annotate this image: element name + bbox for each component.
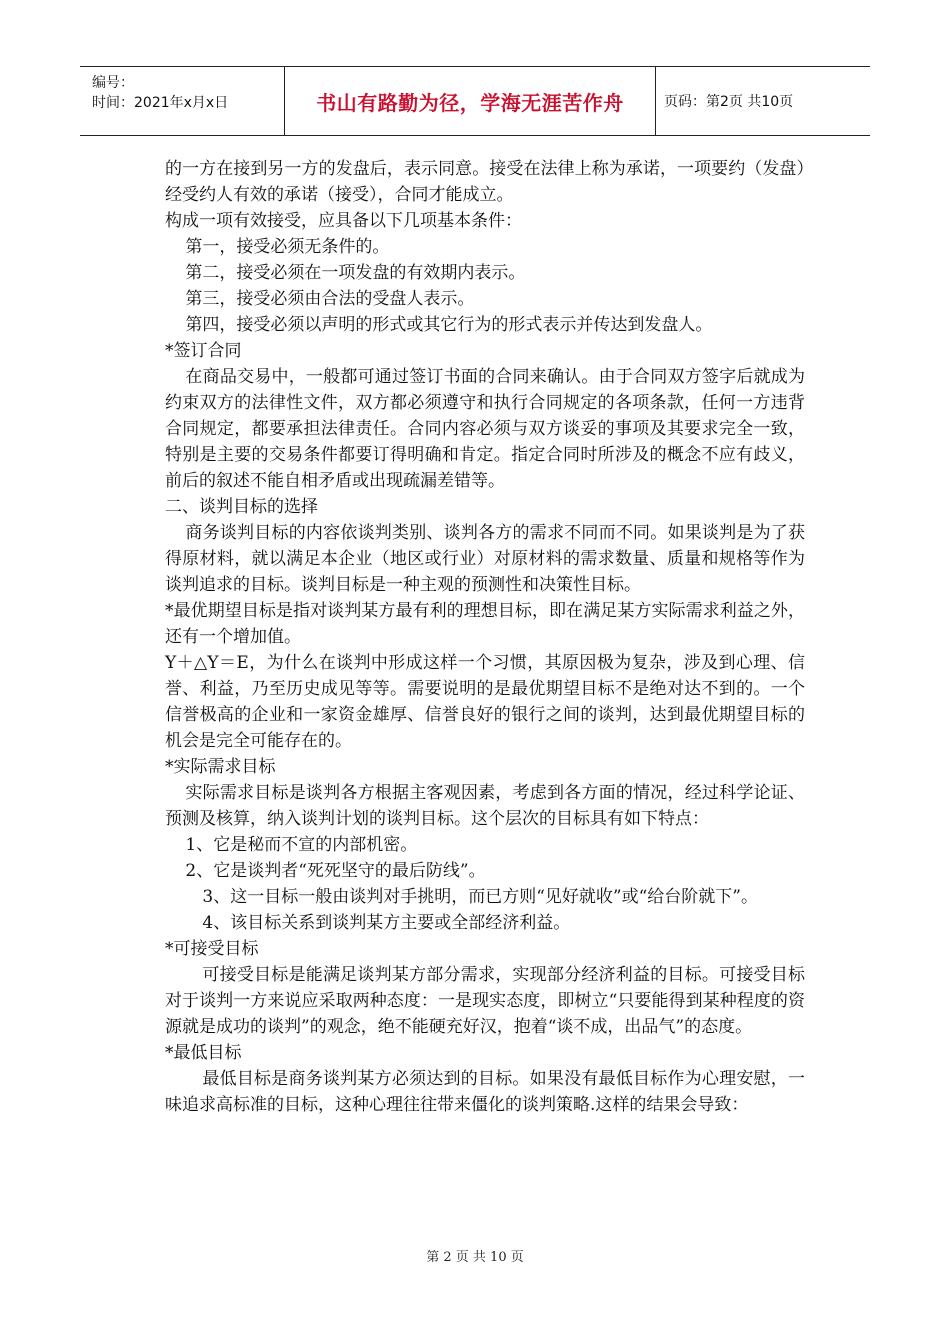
page-header (80, 66, 870, 136)
section-heading: *可接受目标 (165, 939, 259, 959)
paragraph: 可接受目标是能满足谈判某方部分需求，实现部分经济利益的目标。可接受目标对于谈判一方来说应采取两种态度：一是现实态度，即树立“只要能得到某种程度的资源就是成功的谈判”的观念，绝不能硬充好汉，抱着“谈不成，出品气”的态度。 (165, 965, 805, 1037)
paragraph: 最低目标是商务谈判某方必须达到的目标。如果没有最低目标作为心理安慰，一味追求高标准的目标，这种心理往往带来僵化的谈判策略.这样的结果会导致： (165, 1069, 805, 1115)
list-item: 1、它是秘而不宣的内部机密。 (185, 835, 418, 855)
document-time-label: 时间：2021年x月x日 (92, 95, 229, 111)
header-motto: 书山有路勤为径，学海无涯苦作舟 (284, 67, 656, 135)
document-body (165, 156, 805, 1118)
list-item: 2、它是谈判者“死死坚守的最后防线”。 (185, 861, 486, 881)
header-meta (80, 67, 284, 135)
list-item: 第二，接受必须在一项发盘的有效期内表示。 (185, 263, 526, 283)
section-heading: 二、谈判目标的选择 (165, 497, 318, 517)
section-heading: *最低目标 (165, 1043, 242, 1063)
section-heading: *签订合同 (165, 341, 242, 361)
header-page-label: 页码：第2页 共10页 (664, 94, 794, 110)
list-item: 第三，接受必须由合法的受盘人表示。 (185, 289, 475, 309)
list-item: 4、该目标关系到谈判某方主要或全部经济利益。 (202, 913, 571, 933)
paragraph: 的一方在接到另一方的发盘后，表示同意。接受在法律上称为承诺，一项要约（发盘）经受约人有效的承诺（接受），合同才能成立。 (165, 159, 805, 205)
list-item: 第四，接受必须以声明的形式或其它行为的形式表示并传达到发盘人。 (185, 315, 713, 335)
section-heading: *实际需求目标 (165, 757, 276, 777)
paragraph: 实际需求目标是谈判各方根据主客观因素，考虑到各方面的情况，经过科学论证、预测及核算，纳入谈判计划的谈判目标。这个层次的目标具有如下特点： (165, 783, 805, 829)
list-item: 3、这一目标一般由谈判对手挑明，而已方则“见好就收”或“给台阶就下”。 (202, 887, 758, 907)
document-number-label: 编号： (92, 75, 134, 91)
paragraph: 在商品交易中，一般都可通过签订书面的合同来确认。由于合同双方签字后就成为约束双方的法律性文件，双方都必须遵守和执行合同规定的各项条款，任何一方违背合同规定，都要承担法律责任。合同内容必须与双方谈妥的事项及其要求完全一致，特别是主要的交易条件都要订得明确和肯定。指定合同时所涉及的概念不应有歧义，前后的叙述不能自相矛盾或出现疏漏差错等。 (165, 367, 805, 491)
list-item: 第一，接受必须无条件的。 (185, 237, 390, 257)
paragraph: Y＋△Y＝E，为什么在谈判中形成这样一个习惯，其原因极为复杂，涉及到心理、信誉、利益，乃至历史成见等等。需要说明的是最优期望目标不是绝对达不到的。一个信誉极高的企业和一家资金雄厚、信誉良好的银行之间的谈判，达到最优期望目标的机会是完全可能存在的。 (165, 653, 805, 751)
page-footer: 第 2 页 共 10 页 (426, 1250, 524, 1265)
paragraph: 商务谈判目标的内容依谈判类别、谈判各方的需求不同而不同。如果谈判是为了获得原材料，就以满足本企业（地区或行业）对原材料的需求数量、质量和规格等作为谈判追求的目标。谈判目标是一种主观的预测性和决策性目标。 (165, 523, 805, 595)
paragraph: *最优期望目标是指对谈判某方最有利的理想目标，即在满足某方实际需求利益之外，还有一个增加值。 (165, 601, 805, 647)
paragraph: 构成一项有效接受，应具备以下几项基本条件： (165, 211, 522, 231)
